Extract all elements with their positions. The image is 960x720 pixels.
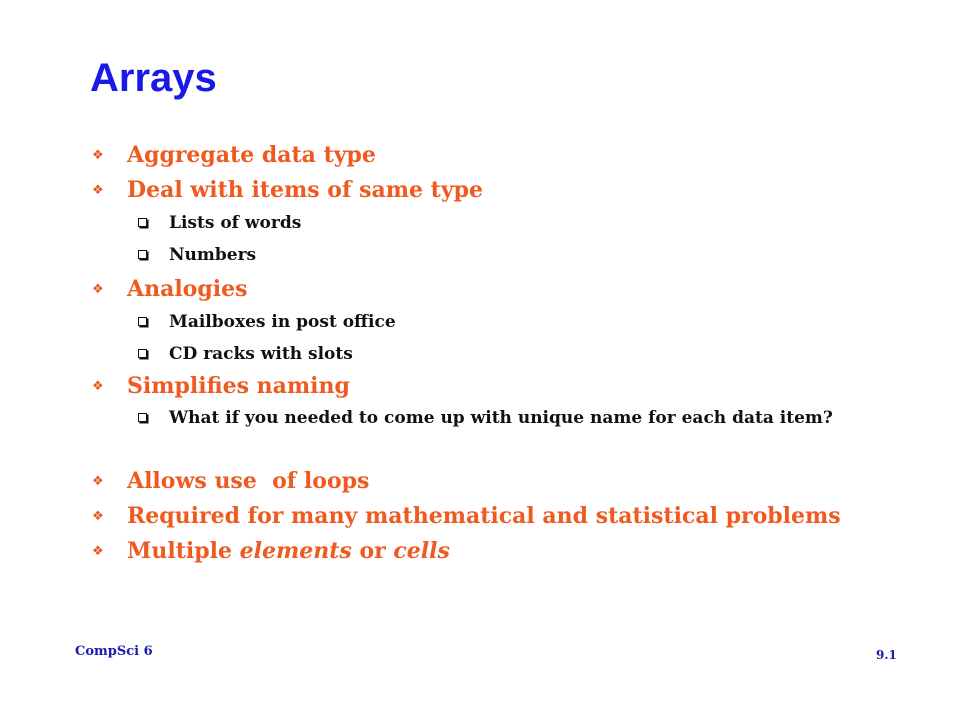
sub-bullet-text: What if you needed to come up with unique name for each data item? — [169, 408, 833, 428]
bullet-text: Required for many mathematical and statistical problems — [127, 503, 841, 529]
diamond-star-icon: ❖ — [92, 379, 104, 394]
diamond-star-icon: ❖ — [92, 544, 104, 559]
bullet-text — [127, 538, 450, 564]
shadowed-square-icon — [138, 250, 147, 259]
bullet-text: Simplifies naming — [127, 373, 350, 399]
bullet-text: Allows use of loops — [127, 468, 370, 494]
bullet-text: Aggregate data type — [127, 142, 376, 168]
bullet-text-connector: or — [351, 538, 394, 564]
bullet-text: Analogies — [127, 276, 248, 302]
slide-title: Arrays — [90, 56, 217, 100]
bullet-text: Deal with items of same type — [127, 177, 483, 203]
shadowed-square-icon — [138, 349, 147, 358]
sub-bullet-text: CD racks with slots — [169, 344, 353, 364]
shadowed-square-icon — [138, 413, 147, 422]
diamond-star-icon: ❖ — [92, 509, 104, 524]
shadowed-square-icon — [138, 317, 147, 326]
sub-bullet-text: Lists of words — [169, 213, 302, 233]
diamond-star-icon: ❖ — [92, 183, 104, 198]
bullet-text-emphasis: cells — [393, 538, 450, 564]
diamond-star-icon: ❖ — [92, 282, 104, 297]
bullet-text-emphasis: elements — [239, 538, 352, 564]
shadowed-square-icon — [138, 218, 147, 227]
sub-bullet-text: Mailboxes in post office — [169, 312, 396, 332]
sub-bullet-text: Numbers — [169, 245, 257, 265]
diamond-star-icon: ❖ — [92, 148, 104, 163]
footer-slide-number: 9.1 — [876, 648, 897, 662]
bullet-text-prefix: Multiple — [127, 538, 240, 564]
footer-course-label: CompSci 6 — [75, 644, 153, 659]
diamond-star-icon: ❖ — [92, 474, 104, 489]
